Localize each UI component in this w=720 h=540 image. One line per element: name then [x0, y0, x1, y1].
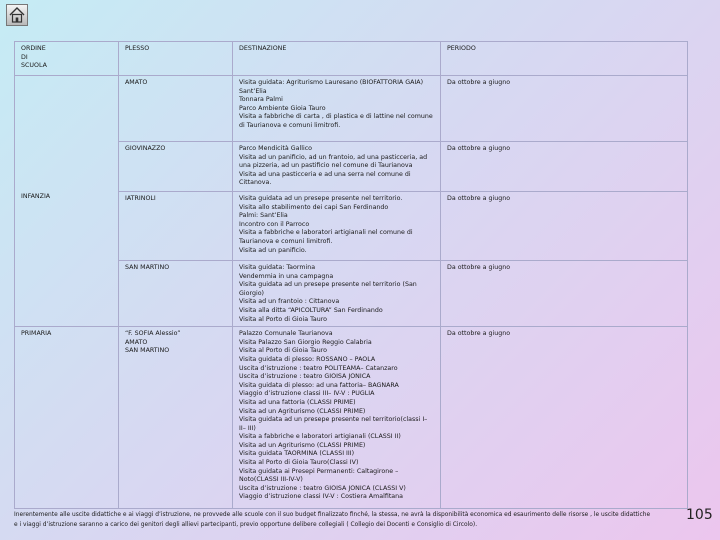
group-primaria	[15, 327, 119, 509]
header-plesso: PLESSO	[119, 42, 233, 76]
table-row	[15, 76, 688, 142]
cell-plesso: “F. SOFIA Alessio” AMATO SAN MARTINO	[119, 327, 233, 509]
group-infanzia-label: INFANZIA	[21, 193, 51, 200]
cell-periodo: Da ottobre a giugno	[441, 192, 688, 261]
home-glyph	[7, 5, 27, 25]
cell-periodo: Da ottobre a giugno	[441, 327, 688, 509]
footer-line-2: e i viaggi d’istruzione saranno a carico dei genitori degli allievi partecipanti, previo opportune delibere collegiali ( Collegio dei Docenti e Consiglio di Circolo).	[14, 522, 478, 528]
home-icon[interactable]	[6, 4, 28, 26]
cell-plesso: SAN MARTINO	[119, 261, 233, 327]
group-infanzia	[15, 76, 119, 327]
cell-destinazione: Parco Mendicità Gallico Visita ad un panificio, ad un frantoio, ad una pasticceria, ad una pizzeria, ad un pastificio nel comune di Taurianova Visita ad una pasticceria e ad una serra nel comune di Cittanova.	[233, 142, 441, 192]
trips-table	[14, 41, 688, 509]
cell-plesso: IATRINOLI	[119, 192, 233, 261]
footer-line-1: Inerentemente alle uscite didattiche e ai viaggi d’istruzione, ne provvede alle scuole con il suo budget finalizzato finché, la stessa, ne avrà la disponibilità economica ed esaurimento delle risorse , le uscite didattiche	[14, 512, 651, 518]
header-destinazione: DESTINAZIONE	[233, 42, 441, 76]
cell-plesso: AMATO	[119, 76, 233, 142]
cell-periodo: Da ottobre a giugno	[441, 142, 688, 192]
table-header-row	[15, 42, 688, 76]
header-ordine: ORDINE DI SCUOLA	[15, 42, 119, 76]
cell-periodo: Da ottobre a giugno	[441, 76, 688, 142]
cell-destinazione: Visita guidata: Taormina Vendemmia in una campagna Visita guidata ad un presepe presente nel territorio (San Giorgio) Visita ad un frantoio : Cittanova Visita alla ditta “APICOLTURA” San Ferdinando Visita al Porto di Gioia Tauro	[233, 261, 441, 327]
cell-destinazione: Palazzo Comunale Taurianova Visita Palazzo San Giorgio Reggio Calabria Visita al Porto di Gioia Tauro Visita guidata di plesso: ROSSANO – PAOLA Uscita d’istruzione : teatro POLITEAMA– Catanzaro Uscita d’istruzione : teatro GIOISA JONICA Visita guidata di plesso: ad una fattoria– BAGNARA Viaggio d’istruzione classi III– IV-V : PUGLIA Visita ad una fattoria (CLASSI PRIME) Visita ad un Agriturismo (CLASSI PRIME) Visita guidata ad un presepe presente nel territorio(classi I– II– III) Visita a fabbriche e laboratori artigianali (CLASSI II) Visita ad un Agriturismo (CLASSI PRIME) Visita guidata TAORMINA (CLASSI III) Visita al Porto di Gioia Tauro(Classi IV) Visita guidata ai Presepi Permanenti: Caltagirone –Noto(CLASSI III-IV-V) Uscita d’istruzione : teatro GIOISA JONICA (CLASSI V) Viaggio d’istruzione classi IV-V : Costiera Amalfitana	[233, 327, 441, 509]
cell-periodo: Da ottobre a giugno	[441, 261, 688, 327]
cell-plesso: GIOVINAZZO	[119, 142, 233, 192]
page-number: 105	[686, 507, 713, 523]
header-periodo: PERIODO	[441, 42, 688, 76]
table-row	[15, 327, 688, 509]
cell-destinazione: Visita guidata ad un presepe presente nel territorio. Visita allo stabilimento dei capi San Ferdinando Palmi: Sant’Elia Incontro con il Parroco Visita a fabbriche e laboratori artigianali nel comune di Taurianova e comuni limitrofi. Visita ad un panificio.	[233, 192, 441, 261]
cell-destinazione: Visita guidata: Agriturismo Lauresano (BIOFATTORIA GAIA) Sant’Elia Tonnara Palmi Parco Ambiente Gioia Tauro Visita a fabbriche di carta , di plastica e di lattine nel comune di Taurianova e comuni limitrofi.	[233, 76, 441, 142]
group-primaria-label: PRIMARIA	[21, 330, 52, 338]
footer-note	[14, 510, 679, 530]
